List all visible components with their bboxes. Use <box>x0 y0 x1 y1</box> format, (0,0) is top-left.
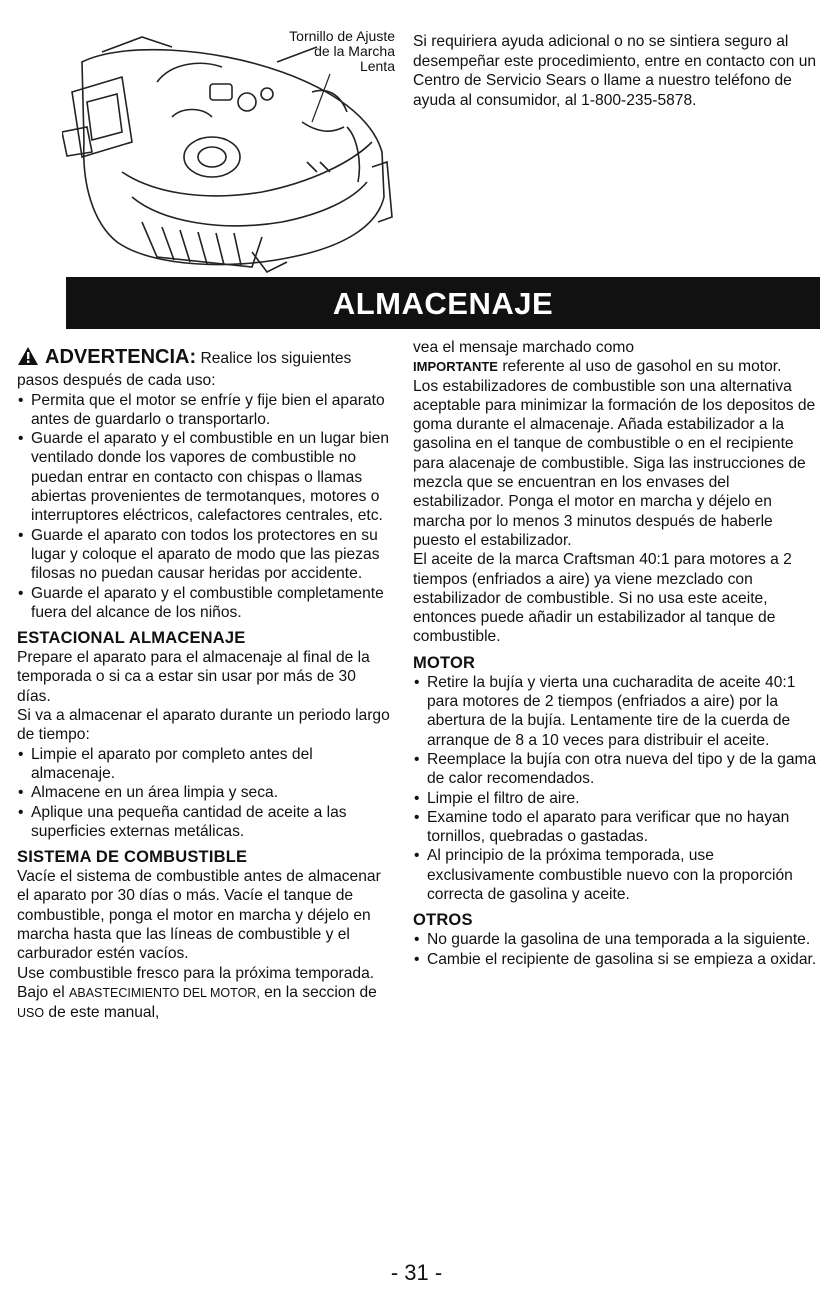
list-item: • No guarde la gasolina de una temporada a la siguiente. <box>413 930 823 949</box>
seasonal-paragraph-1: Prepare el aparato para el almacenaje al final de la temporada o si ca a estar sin usar por más de 30 días. <box>17 649 370 705</box>
right-column <box>413 338 823 969</box>
list-item: • Guarde el aparato y el combustible completamente fuera del alcance de los niños. <box>17 584 392 623</box>
warning-title: ADVERTENCIA: <box>45 346 197 368</box>
callout-leader-line <box>312 74 330 122</box>
seasonal-heading: ESTACIONAL ALMACENAJE <box>17 629 246 648</box>
fuel-system-paragraph-3b: vea el mensaje marchado como IMPORTANTE referente al uso de gasohol en su motor. <box>413 339 782 376</box>
engine-fueling-reference: ABASTECIMIENTO DEL MOTOR, <box>69 985 260 1000</box>
left-column <box>17 338 392 1024</box>
section-title-banner: ALMACENAJE <box>66 277 820 329</box>
fuel-system-paragraph-3a: Bajo el ABASTECIMIENTO DEL MOTOR, en la seccion de USO de este manual, <box>17 983 377 1022</box>
list-item: • Guarde el aparato y el combustible en un lugar bien ventilado donde los vapores de combustible no puedan entrar en contacto con chispas o llamas abiertas provenientes de termotanques, motores o interruptores eléctricos, calefactores centrales, etc. <box>17 429 392 525</box>
fuel-system-paragraph-4: Los estabilizadores de combustible son una alternativa aceptable para minimizar la formación de los depositos de goma durante el almacenaje. Añada estabilizador a la gasolina en el tanque de combustible o en el recipiente para alacenaje de combustible. Siga las instrucciones de mezcla que se encuentran en los envases del estabilizador. Ponga el motor en marcha y déjelo en marcha por lo menos 3 minutos después de haberle puesto el estabilizador. <box>413 377 816 549</box>
seasonal-list <box>17 745 392 841</box>
callout-label: Tornillo de Ajuste de la Marcha Lenta <box>289 28 395 74</box>
list-item: • Limpie el aparato por completo antes del almacenaje. <box>17 745 392 784</box>
fuel-system-paragraph-1: Vacíe el sistema de combustible antes de almacenar el aparato por 30 días o más. Vacíe el tanque de combustible, ponga el motor en marcha y déjelo en marcha hasta que las líneas de combustible y el carburador estén vacíos. <box>17 868 381 963</box>
list-item: • Retire la bujía y vierta una cucharadita de aceite 40:1 para motores de 2 tiempos (enfriados a aire) por la abertura de la bujía. Lentamente tire de la cuerda de arranque de 8 a 10 veces para distribuir el aceite. <box>413 673 823 750</box>
seasonal-paragraph-2: Si va a almacenar el aparato durante un periodo largo de tiempo: <box>17 707 390 744</box>
list-item: • Al principio de la próxima temporada, use exclusivamente combustible nuevo con la proporción correcta de gasolina y aceite. <box>413 846 823 904</box>
fuel-system-paragraph-5: El aceite de la marca Craftsman 40:1 para motores a 2 tiempos (enfriados a aire) ya viene mezclado con estabilizador de combustible. Si no usa este aceite, entonces puede añadir un estabilizador al tanque de combustible. <box>413 551 792 646</box>
list-item: • Almacene en un área limpia y seca. <box>17 783 392 802</box>
engine-illustration <box>62 22 397 274</box>
list-item: • Cambie el recipiente de gasolina si se empieza a oxidar. <box>413 950 823 969</box>
list-item: • Aplique una pequeña cantidad de aceite a las superficies externas metálicas. <box>17 803 392 842</box>
list-item: • Guarde el aparato con todos los protectores en su lugar y coloque el aparato de modo que las piezas filosas no puedan causar heridas por accidente. <box>17 526 392 584</box>
use-section-reference: USO <box>17 1006 45 1021</box>
warning-list <box>17 391 392 623</box>
motor-list <box>413 673 823 905</box>
motor-heading: MOTOR <box>413 653 476 672</box>
intro-paragraph: Si requiriera ayuda adicional o no se sintiera seguro al desempeñar este procedimiento, entre en contacto con un Centro de Servicio Sears o llame a nuestro teléfono de ayuda al consumidor, al 1-800-235-5878. <box>413 33 817 109</box>
list-item: • Permita que el motor se enfríe y fije bien el aparato antes de guardarlo o transportarlo. <box>17 391 392 430</box>
others-list <box>413 930 823 969</box>
fuel-system-paragraph-2: Use combustible fresco para la próxima temporada. <box>17 964 375 982</box>
list-item: • Reemplace la bujía con otra nueva del tipo y de la gama de calor recomendados. <box>413 750 823 789</box>
warning-paragraph <box>17 346 392 391</box>
list-item: • Limpie el filtro de aire. <box>413 789 823 808</box>
list-item: • Examine todo el aparato para verificar que no hayan tornillos, quebradas o gastadas. <box>413 808 823 847</box>
warning-text: Realice los siguientes pasos después de cada uso: <box>17 350 352 390</box>
warning-triangle-icon <box>17 346 39 371</box>
fuel-system-heading: SISTEMA DE COMBUSTIBLE <box>17 848 248 867</box>
others-heading: OTROS <box>413 911 473 930</box>
page-number: - 31 - <box>390 1260 443 1285</box>
important-label: IMPORTANTE <box>413 359 498 375</box>
